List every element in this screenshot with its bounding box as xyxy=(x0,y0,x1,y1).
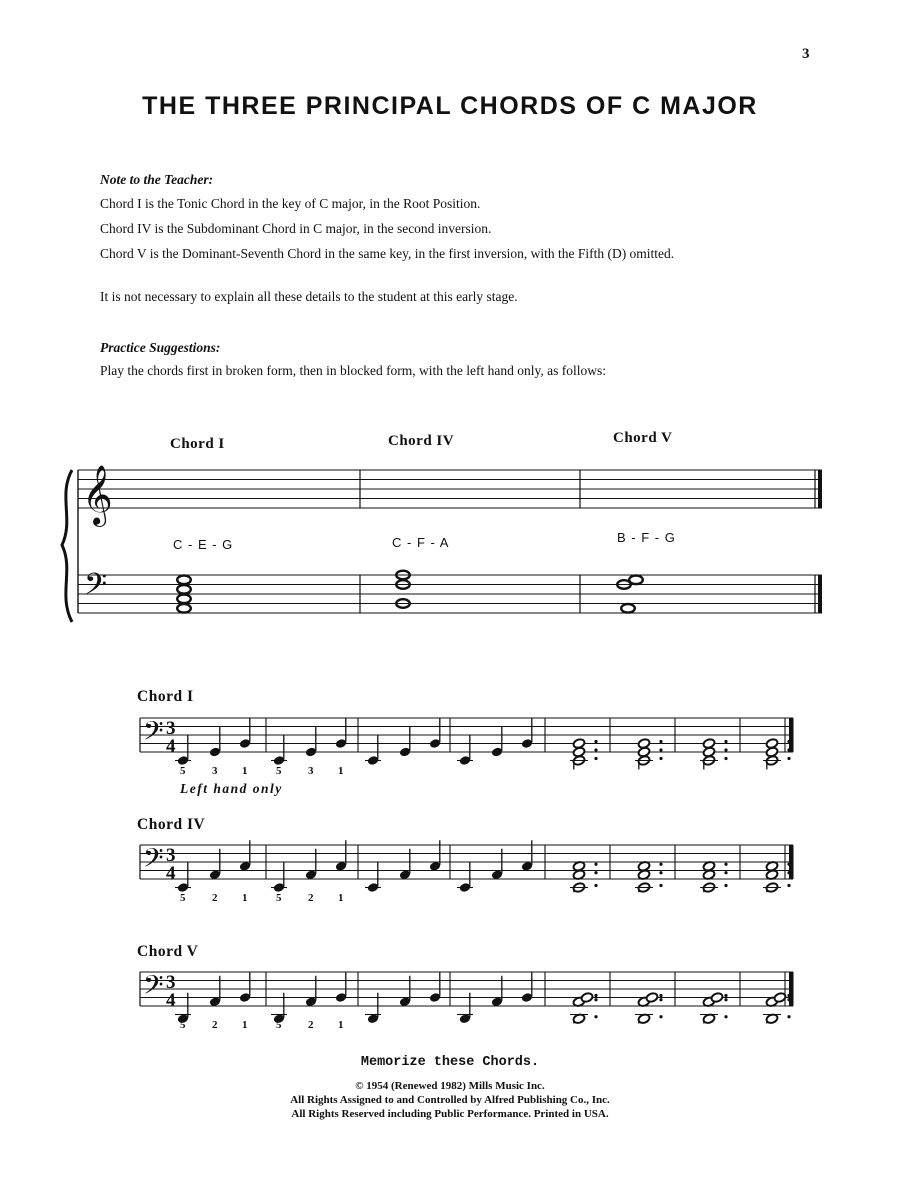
dot xyxy=(659,1015,662,1018)
bass-clef-icon: 𝄢 xyxy=(143,970,164,1006)
dot xyxy=(594,994,597,997)
dot xyxy=(787,1015,790,1018)
fingering-number: 3 xyxy=(212,765,218,777)
dot xyxy=(659,998,662,1001)
exercise-label-chord-v: Chord V xyxy=(137,943,199,960)
dot xyxy=(787,748,790,751)
fingering-number: 1 xyxy=(338,765,344,777)
half-note xyxy=(580,992,593,1003)
dot xyxy=(594,1015,597,1018)
dot xyxy=(594,863,597,866)
chord-notes-label: C - F - A xyxy=(392,535,450,550)
dot xyxy=(724,994,727,997)
dot xyxy=(724,740,727,743)
fingering-number: 1 xyxy=(338,892,344,904)
dot xyxy=(787,740,790,743)
dot xyxy=(724,1015,727,1018)
grand-staff-chord-label: Chord V xyxy=(613,430,673,446)
dot xyxy=(594,998,597,1001)
time-signature-top: 3 xyxy=(166,845,176,866)
dot xyxy=(787,757,790,760)
dot xyxy=(594,748,597,751)
dot xyxy=(659,748,662,751)
dot xyxy=(659,994,662,997)
practice-text: Play the chords first in broken form, then in blocked form, with the left hand only, as follows: xyxy=(100,363,607,378)
copyright-line: © 1954 (Renewed 1982) Mills Music Inc. xyxy=(355,1080,545,1092)
practice-heading: Practice Suggestions: xyxy=(100,340,221,355)
teacher-note-remark: It is not necessary to explain all these details to the student at this early stage. xyxy=(100,289,518,304)
chord-notes-label: C - E - G xyxy=(173,537,234,552)
memorize-instruction: Memorize these Chords. xyxy=(360,1055,540,1070)
bass-clef-icon: 𝄢 xyxy=(84,568,108,608)
teacher-note-line: Chord IV is the Subdominant Chord in C major, in the second inversion. xyxy=(100,221,492,236)
dot xyxy=(659,884,662,887)
dot xyxy=(787,871,790,874)
half-note xyxy=(710,992,723,1003)
time-signature-bottom: 4 xyxy=(166,990,176,1011)
page-number: 3 xyxy=(802,46,810,62)
exercise-label-chord-iv: Chord IV xyxy=(137,816,206,833)
dot xyxy=(659,740,662,743)
dot xyxy=(724,884,727,887)
dot xyxy=(594,884,597,887)
teacher-note-line: Chord V is the Dominant-Seventh Chord in the same key, in the first inversion, with the Fifth (D) omitted. xyxy=(100,246,675,261)
dot xyxy=(594,740,597,743)
fingering-number: 5 xyxy=(180,765,186,777)
dot xyxy=(724,871,727,874)
fingering-number: 5 xyxy=(180,1019,186,1031)
copyright-line: All Rights Reserved including Public Performance. Printed in USA. xyxy=(291,1108,609,1120)
fingering-number: 5 xyxy=(180,892,186,904)
fingering-number: 5 xyxy=(276,765,282,777)
fingering-number: 5 xyxy=(276,892,282,904)
dot xyxy=(594,757,597,760)
time-signature-top: 3 xyxy=(166,718,176,739)
dot xyxy=(787,994,790,997)
teacher-note-heading: Note to the Teacher: xyxy=(100,172,214,187)
half-note xyxy=(572,738,585,749)
dot xyxy=(724,998,727,1001)
treble-clef-icon: 𝄞 xyxy=(82,467,113,524)
grand-staff-chord-label: Chord IV xyxy=(388,433,455,449)
half-note xyxy=(765,738,778,749)
copyright-line: All Rights Assigned to and Controlled by Alfred Publishing Co., Inc. xyxy=(290,1094,610,1106)
bass-clef-icon: 𝄢 xyxy=(143,843,164,879)
dot xyxy=(659,863,662,866)
dot xyxy=(787,998,790,1001)
dot xyxy=(787,863,790,866)
fingering-number: 2 xyxy=(212,892,218,904)
teacher-note-line: Chord I is the Tonic Chord in the key of C major, in the Root Position. xyxy=(100,196,481,211)
half-note xyxy=(645,992,658,1003)
dot xyxy=(724,863,727,866)
fingering-number: 2 xyxy=(212,1019,218,1031)
left-hand-only-label: Left hand only xyxy=(180,781,283,796)
half-note xyxy=(637,738,650,749)
fingering-number: 1 xyxy=(242,1019,248,1031)
fingering-number: 1 xyxy=(338,1019,344,1031)
fingering-number: 2 xyxy=(308,892,314,904)
dot xyxy=(659,757,662,760)
fingering-number: 2 xyxy=(308,1019,314,1031)
exercise-label-chord-i: Chord I xyxy=(137,688,194,705)
dot xyxy=(724,748,727,751)
final-barline xyxy=(789,718,794,752)
dot xyxy=(787,884,790,887)
time-signature-top: 3 xyxy=(166,972,176,993)
time-signature-bottom: 4 xyxy=(166,863,176,884)
chord-notes-label: B - F - G xyxy=(617,530,676,545)
time-signature-bottom: 4 xyxy=(166,736,176,757)
half-note xyxy=(702,738,715,749)
fingering-number: 5 xyxy=(276,1019,282,1031)
dot xyxy=(594,871,597,874)
fingering-number: 3 xyxy=(308,765,314,777)
fingering-number: 1 xyxy=(242,765,248,777)
dot xyxy=(724,757,727,760)
page-title: THE THREE PRINCIPAL CHORDS OF C MAJOR xyxy=(142,92,758,120)
grand-staff-chord-label: Chord I xyxy=(170,436,225,452)
bass-clef-icon: 𝄢 xyxy=(143,716,164,752)
fingering-number: 1 xyxy=(242,892,248,904)
dot xyxy=(659,871,662,874)
